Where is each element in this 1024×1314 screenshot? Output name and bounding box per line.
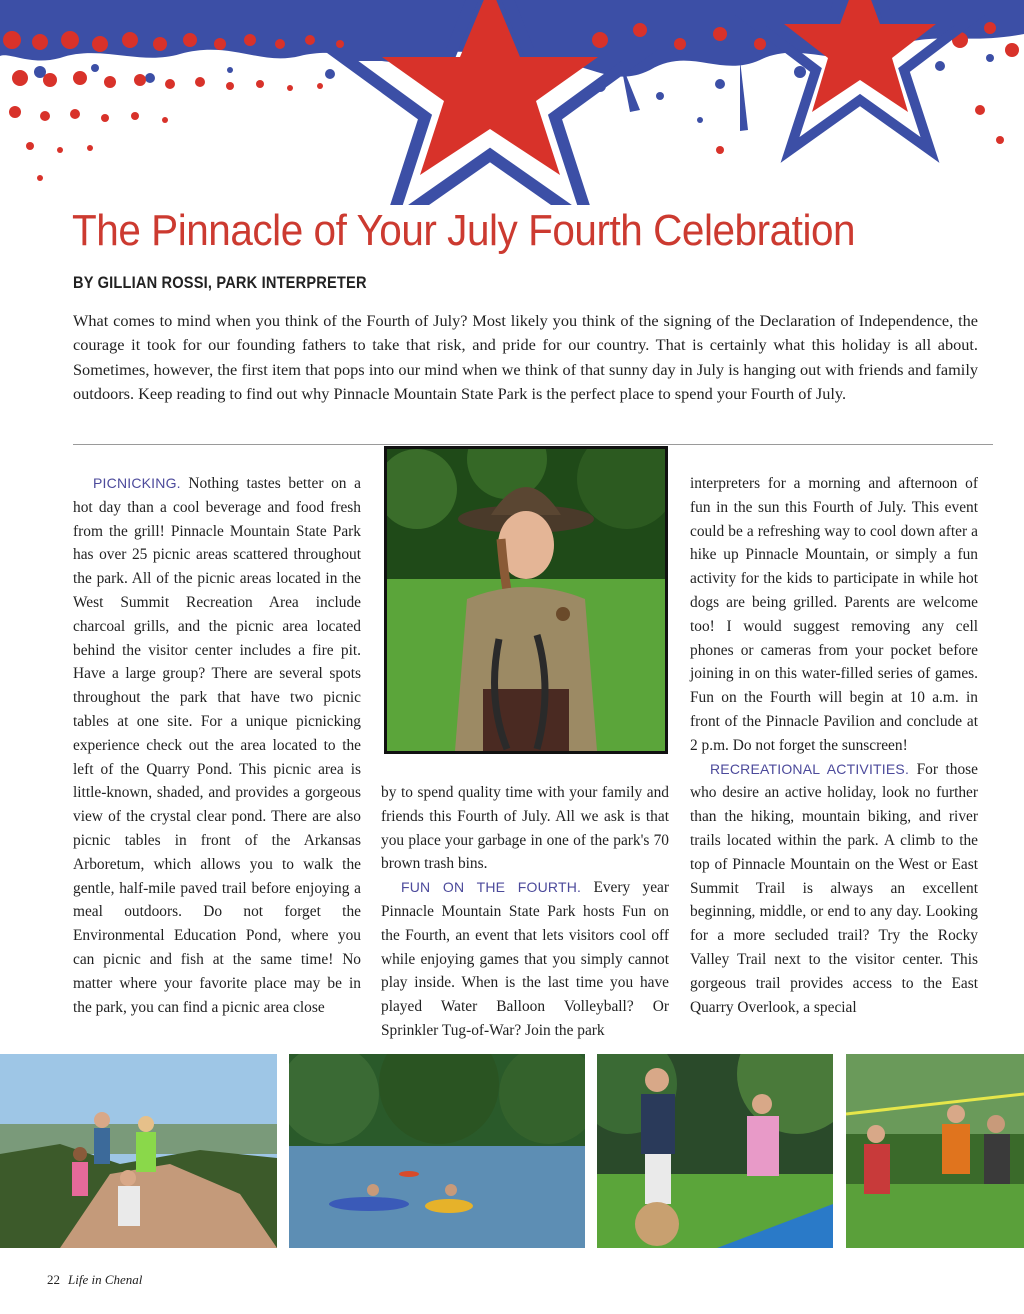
recreational-activities-kicker: RECREATIONAL ACTIVITIES. xyxy=(710,760,910,777)
fun-on-the-fourth-body: Every year Pinnacle Mountain State Park hosts Fun on the Fourth, an event that lets visitors cool off while enjoying games that you simply cannot play inside. When is the last time you have played Water Balloon Volleyball? Or Sprinkler Tug-of-War? Join the park xyxy=(381,879,669,1039)
hikers-on-rocks-image xyxy=(0,1054,277,1248)
visitors-playing-outdoor-game-image xyxy=(597,1054,833,1248)
article-intro: What comes to mind when you think of the Fourth of July? Most likely you think of the signing of the Declaration of Independence, the courage it took for our founding fathers to take that risk, and pride for our country. That is certainly what this holiday is all about. Sometimes, however, the first item that pops into our mind when we think of that sunny day in July is hanging out with friends and family outdoors. Keep reading to find out why Pinnacle Mountain State Park is the perfect place to spend your Fourth of July. xyxy=(73,311,978,404)
picnicking-paragraph xyxy=(73,472,361,1019)
article-title: The Pinnacle of Your July Fourth Celebration xyxy=(72,206,856,255)
section-divider xyxy=(73,444,993,445)
fun-on-the-fourth-kicker: FUN ON THE FOURTH. xyxy=(401,879,582,896)
patriotic-banner xyxy=(0,0,1024,205)
page-number: 22 xyxy=(47,1272,60,1287)
ranger-photo xyxy=(384,446,668,754)
column-1 xyxy=(73,472,361,1019)
recreational-activities-paragraph xyxy=(690,758,978,1020)
kayaking-photo xyxy=(289,1054,585,1248)
ranger-holding-snake-image xyxy=(387,449,665,751)
fun-on-the-fourth-continued: interpreters for a morning and afternoon of fun in the sun this Fourth of July. This event could be a refreshing way to cool down after a hike up Pinnacle Mountain, or simply a fun activity for the kids to participate in while hot dogs are being grilled. Parents are welcome too! I would suggest removing any cell phones or cameras from your pocket before joining in on this water-filled series of games. Fun on the Fourth will begin at 10 a.m. in front of the Pinnacle Pavilion and conclude at 2 p.m. Do not forget the sunscreen! xyxy=(690,475,978,754)
volleyball-photo xyxy=(846,1054,1024,1248)
publication-name: Life in Chenal xyxy=(68,1272,143,1287)
hikers-summit-photo xyxy=(0,1054,277,1248)
picnicking-continued: by to spend quality time with your family and friends this Fourth of July. All we ask is that you place your garbage in one of the park's 70 brown trash bins. xyxy=(381,784,669,873)
article-byline: BY GILLIAN ROSSI, PARK INTERPRETER xyxy=(73,273,367,292)
picnicking-kicker: PICNICKING. xyxy=(93,475,181,491)
stars-and-splatter-graphic xyxy=(0,0,1024,205)
column-2 xyxy=(381,781,669,1043)
tug-of-war-photo xyxy=(597,1054,833,1248)
page-footer xyxy=(47,1272,142,1288)
recreational-activities-body: For those who desire an active holiday, look no further than the hiking, mountain biking, and river trails located within the park. A climb to the top of Pinnacle Mountain on the West or East Summit Trail is always an excellent beginning, middle, or end to any day. Looking for a more secluded trail? Try the Rocky Valley Trail next to the visitor center. This gorgeous trail provides access to the East Quarry Overlook, a special xyxy=(690,760,978,1016)
kayakers-on-river-image xyxy=(289,1054,585,1248)
water-balloon-volleyball-image xyxy=(846,1054,1024,1248)
fun-on-the-fourth-paragraph xyxy=(381,876,669,1043)
column-3 xyxy=(690,472,978,1019)
picnicking-body: Nothing tastes better on a hot day than a cool beverage and food fresh from the grill! Pinnacle Mountain State Park has over 25 picnic areas scattered throughout the park. All of the picnic areas located in the West Summit Recreation Area include charcoal grills, and the picnic area located behind the visitor center includes a fire pit. Have a large group? There are several spots throughout the park that have two picnic tables at one site. For a unique picnicking experience check out the area located to the left of the Quarry Pond. This picnic area is little-known, shaded, and provides a gorgeous view of the crystal clear pond. There are also picnic tables in front of the Arkansas Arboretum, which allows you to walk the gentle, half-mile paved trail before enjoying a meal outdoors. Do not forget the Environmental Education Pond, where you can picnic and fish at the same time! No matter where your favorite place may be in the park, you can find a picnic area close xyxy=(73,475,361,1016)
